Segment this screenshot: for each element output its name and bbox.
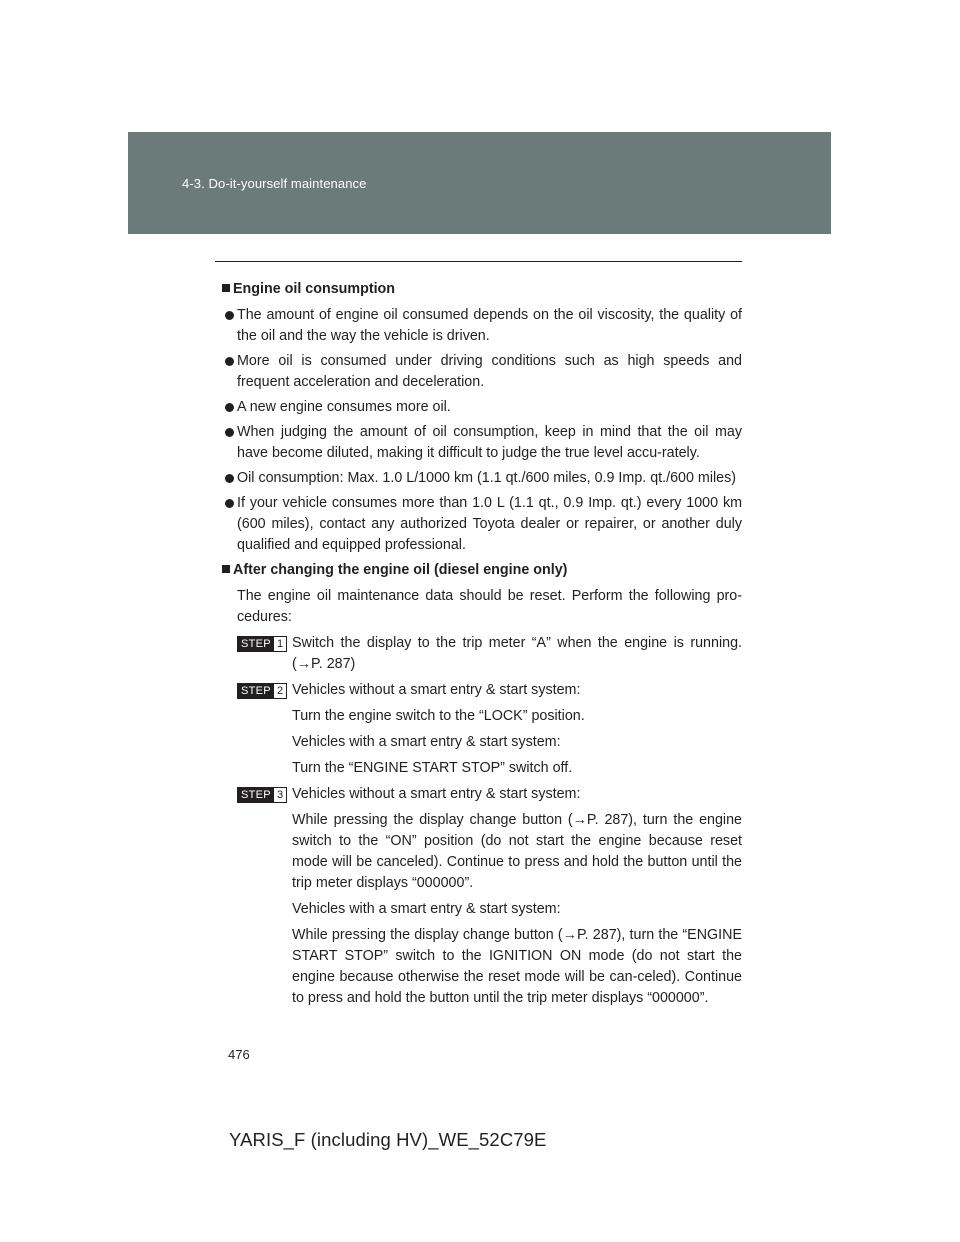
bullet-text: More oil is consumed under driving conditions such as high speeds and frequent acceleration and deceleration.: [237, 353, 742, 390]
step-badge: [237, 683, 287, 699]
footer-document-id: YARIS_F (including HV)_WE_52C79E: [229, 1129, 547, 1150]
step-line: While pressing the display change button (→P. 287), turn the “ENGINE START STOP” switch to the IGNITION ON mode (do not start the engine because otherwise the reset mode will be can-celed). Continue to press and hold the button until the trip meter displays “000000”.: [292, 927, 742, 1006]
bullet-text: When judging the amount of oil consumption, keep in mind that the oil may have become diluted, making it difficult to judge the true level accu-rately.: [237, 424, 742, 461]
bullet-text: The amount of engine oil consumed depends on the oil viscosity, the quality of the oil and the way the vehicle is driven.: [237, 307, 742, 344]
heading-text: Engine oil consumption: [233, 281, 396, 297]
step-badge: [237, 636, 287, 652]
step-number: 2: [274, 684, 286, 698]
step-line: Turn the engine switch to the “LOCK” position.: [292, 708, 585, 724]
step-word: STEP: [238, 788, 274, 802]
step-number: 3: [274, 788, 286, 802]
bullet-dot-icon: [225, 428, 234, 437]
step-line: Vehicles with a smart entry & start system:: [292, 734, 561, 750]
step-line: Vehicles without a smart entry & start system:: [292, 786, 581, 802]
step-word: STEP: [238, 637, 274, 651]
step-2: [222, 680, 742, 779]
step-line: Vehicles with a smart entry & start system:: [292, 901, 561, 917]
bullet-dot-icon: [225, 499, 234, 508]
step-number: 1: [274, 637, 286, 651]
heading-oil-consumption: [222, 279, 742, 300]
step-word: STEP: [238, 684, 274, 698]
step-badge: [237, 787, 287, 803]
step-line: Switch the display to the trip meter “A” when the engine is running. (→P. 287): [292, 635, 742, 672]
bullet-dot-icon: [225, 311, 234, 320]
bullet-item: [222, 351, 742, 393]
bullet-text: A new engine consumes more oil.: [237, 399, 451, 415]
bullet-dot-icon: [225, 474, 234, 483]
bullet-text: If your vehicle consumes more than 1.0 L (1.1 qt., 0.9 Imp. qt.) every 1000 km (600 miles), contact any authorized Toyota dealer or repairer, or another duly qualified and equipped professional.: [237, 495, 742, 553]
bullet-item: [222, 468, 742, 489]
step-line: Turn the “ENGINE START STOP” switch off.: [292, 760, 573, 776]
bullet-item: [222, 305, 742, 347]
bullet-dot-icon: [225, 403, 234, 412]
page-number: 476: [228, 1047, 250, 1062]
step-line: Vehicles without a smart entry & start system:: [292, 682, 581, 698]
step-1: [222, 633, 742, 675]
intro-paragraph: The engine oil maintenance data should be reset. Perform the following pro-cedures:: [237, 588, 742, 625]
bullet-item: [222, 493, 742, 556]
section-title: 4-3. Do-it-yourself maintenance: [182, 176, 367, 191]
step-3: [222, 784, 742, 1009]
header-band: [128, 132, 831, 234]
square-bullet-icon: [222, 565, 230, 573]
page-content: [222, 279, 742, 1014]
step-line: While pressing the display change button (→P. 287), turn the engine switch to the “ON” position (do not start the engine because reset mode will be canceled). Continue to press and hold the button until the trip meter displays “000000”.: [292, 812, 742, 891]
bullet-dot-icon: [225, 357, 234, 366]
heading-text: After changing the engine oil (diesel engine only): [233, 562, 568, 578]
divider-rule: [215, 261, 742, 262]
bullet-text: Oil consumption: Max. 1.0 L/1000 km (1.1 qt./600 miles, 0.9 Imp. qt./600 miles): [237, 470, 737, 486]
heading-after-changing-oil: [222, 560, 742, 581]
square-bullet-icon: [222, 284, 230, 292]
bullet-item: [222, 397, 742, 418]
bullet-item: [222, 422, 742, 464]
